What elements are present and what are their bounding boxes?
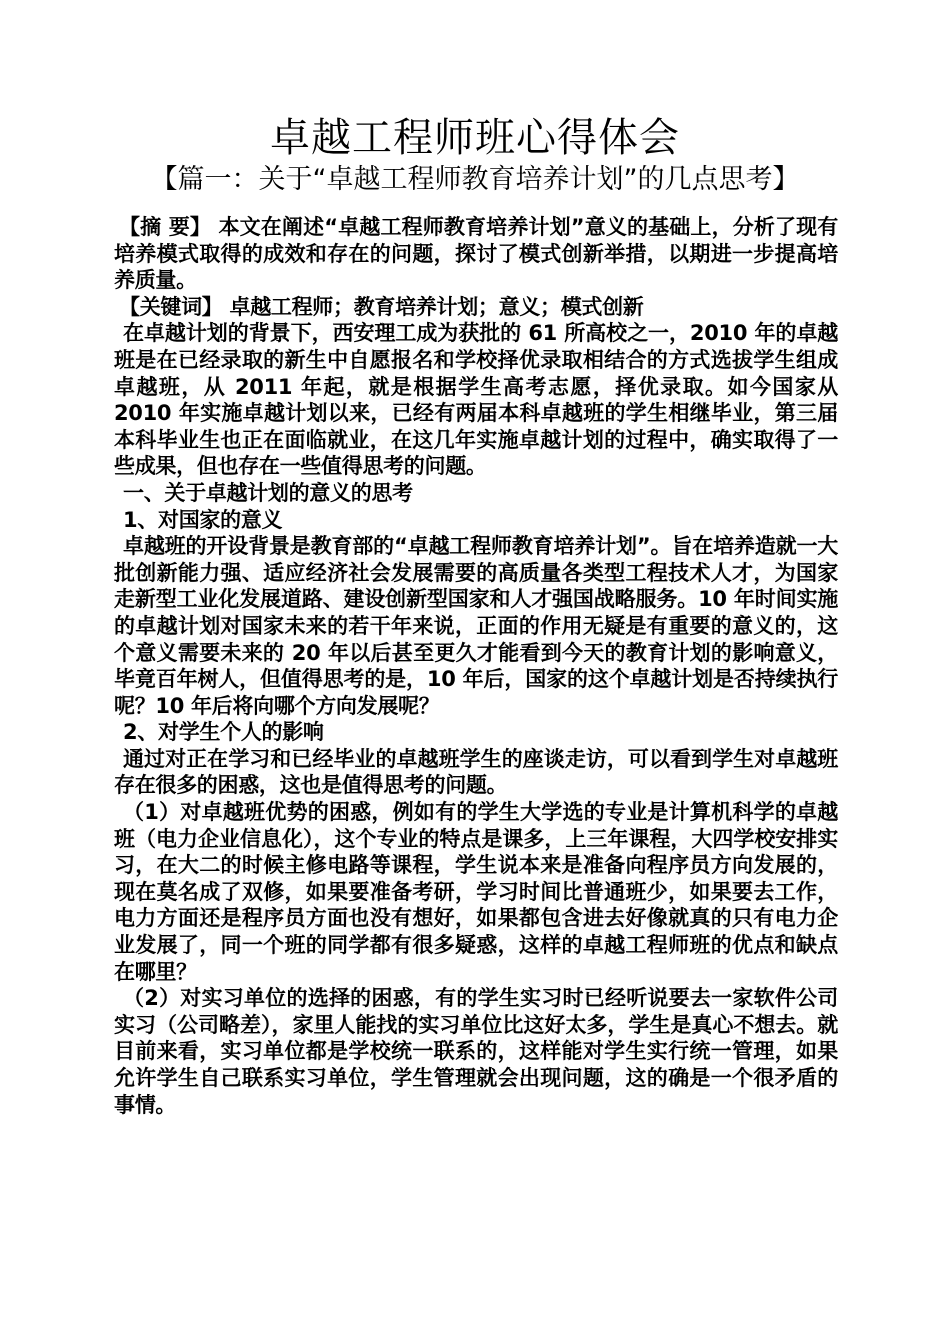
body-paragraph: 通过对正在学习和已经毕业的卓越班学生的座谈走访，可以看到学生对卓越班存在很多的困惑，这也是值得思考的问题。 (114, 746, 838, 798)
document-title: 卓越工程师班心得体会 (270, 115, 680, 161)
list-item-paragraph: （2）对实习单位的选择的困惑，有的学生实习时已经听说要去一家软件公司实习（公司略差），家里人能找的实习单位比这好太多，学生是真心不想去。就目前来看，实习单位都是学校统一联系的，这样能对学生实行统一管理，如果允许学生自己联系实习单位，学生管理就会出现问题，这的确是一个很矛盾的事情。 (114, 986, 838, 1117)
list-item-paragraph: （1）对卓越班优势的困惑，例如有的学生大学选的专业是计算机科学的卓越班（电力企业信息化），这个专业的特点是课多，上三年课程，大四学校安排实习，在大二的时候主修电路等课程，学生说本来是准备向程序员方向发展的，现在莫名成了双修，如果要准备考研，学习时间比普通班少，如果要去工作，电力方面还是程序员方面也没有想好，如果都包含进去好像就真的只有电力企业发展了，同一个班的同学都有很多疑惑，这样的卓越工程师班的优点和缺点在哪里？ (114, 800, 838, 984)
section-heading: 一、关于卓越计划的意义的思考 (123, 480, 413, 505)
keywords-paragraph: 【关键词】 卓越工程师；教育培养计划；意义；模式创新 (119, 294, 644, 319)
document-subtitle: 【篇一：关于“卓越工程师教育培养计划”的几点思考】 (150, 164, 800, 195)
abstract-paragraph: 【摘 要】 本文在阐述“卓越工程师教育培养计划”意义的基础上，分析了现有培养模式取得的成效和存在的问题，探讨了模式创新举措，以期进一步提高培养质量。 (114, 215, 838, 293)
document-body (114, 214, 838, 1118)
subsection-heading: 2、对学生个人的影响 (123, 720, 324, 745)
subsection-heading: 1、对国家的意义 (123, 507, 283, 532)
body-paragraph: 卓越班的开设背景是教育部的“卓越工程师教育培养计划”。旨在培养造就一大批创新能力强、适应经济社会发展需要的高质量各类型工程技术人才，为国家走新型工业化发展道路、建设创新型国家和人才强国战略服务。10 年时间实施的卓越计划对国家未来的若干年来说，正面的作用无疑是有重要的意义的，这个意义需要未来的 20 年以后甚至更久才能看到今天的教育计划的影响意义，毕竟百年树人，但值得思考的是，10 年后，国家的这个卓越计划是否持续执行呢？10 年后将向哪个方向发展呢？ (114, 534, 838, 718)
intro-paragraph: 在卓越计划的背景下，西安理工成为获批的 61 所高校之一，2010 年的卓越班是在已经录取的新生中自愿报名和学校择优录取相结合的方式选拔学生组成卓越班，从 2011 年起，就是根据学生高考志愿，择优录取。如今国家从 2010 年实施卓越计划以来，已经有两届本科卓越班的学生相继毕业，第三届本科毕业生也正在面临就业，在这几年实施卓越计划的过程中，确实取得了一些成果，但也存在一些值得思考的问题。 (114, 321, 838, 479)
